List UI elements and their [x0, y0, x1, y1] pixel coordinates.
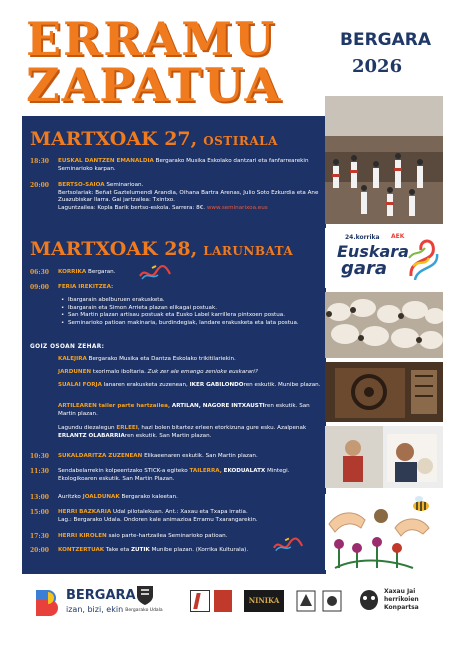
event-time: 11:30 — [30, 468, 49, 475]
event-title: SUKALDARITZA ZUZENEAN — [58, 453, 143, 459]
event-title: KONTZERTUAK — [58, 547, 105, 553]
list-item: • Seminarioko patioan makinaria, burdindegiak, landare erakusketa eta lata postua. — [60, 320, 328, 328]
korrika-number: 24.korrika — [345, 234, 380, 241]
event-time: 18:30 — [30, 158, 49, 165]
program-panel — [22, 116, 326, 574]
bees-illustration — [325, 494, 443, 570]
website-link[interactable]: www.seminarixoa.eus — [206, 204, 268, 211]
event-title: SUALAI FORJA — [58, 382, 102, 388]
event-text: Lagundu diezalegun — [58, 425, 115, 431]
list-item: • Ibargarain eta Simon Arrieta plazan elikagai postuak. — [60, 305, 328, 313]
event-text: Bergarako kaleetan. — [121, 494, 178, 500]
kutxa-logo — [190, 590, 210, 612]
sheep-photo — [325, 292, 443, 358]
day2-date: MARTXOAK 28, — [30, 238, 198, 260]
event-time: 17:30 — [30, 533, 49, 540]
event-text: ren eskutik. San Martin plazan. — [58, 403, 310, 417]
event-time: 06:30 — [30, 269, 49, 276]
event-text: Udal pilotalekuan. Ant.: Xaxau eta Txapa irratia. — [112, 509, 248, 515]
event-time: 20:00 — [30, 547, 49, 554]
partner-emblem-icon — [296, 590, 316, 612]
title-line-2: ZAPATUA — [26, 58, 283, 112]
event-title: KORRIKA — [58, 269, 87, 275]
list-item: • Ibargarain abelburuen erakusketa. — [60, 297, 328, 305]
event-text: Bertsolariak: Beñat Gaztelumendi Arandia, Oihana Bartra Arenas, Julio Soto Ezkurdia eta Ane Zuazubiskar Ilarra. — [58, 189, 319, 204]
event-title: HERRI BAZKARIA — [58, 509, 112, 515]
event-text: Take eta — [105, 547, 130, 553]
event-text: lanaren erakusketa zuzenean, — [103, 382, 188, 388]
event-title: ARTILEAREN — [58, 403, 97, 409]
partner-emblem-icon — [322, 590, 342, 612]
event-time: 20:00 — [30, 182, 49, 189]
xaxau-label: Xaxau Jai herrikoien Konpartsa — [384, 588, 419, 611]
sponsors-footer — [0, 576, 460, 650]
ninika-logo: NINIKA — [244, 590, 284, 612]
day2-header — [30, 238, 293, 260]
korrika-word2: gara — [341, 258, 388, 279]
event-text: Munibe plazan. (Korrika Kulturala). — [151, 547, 249, 553]
day2-weekday: LARUNBATA — [203, 244, 294, 258]
event-text: Elikaeenaren eskutik. San Martin plazan. — [144, 453, 258, 459]
event-text: IKER GABILONDO — [189, 382, 244, 388]
event-title: ERLEEI — [116, 425, 138, 431]
feria-list — [60, 297, 328, 327]
korrika-note: AEK — [391, 233, 405, 240]
event-text: ERLANTZ OLABARRIA — [58, 432, 125, 439]
event-text: saio parte-hartzailea Seminarioko patioan. — [108, 533, 228, 539]
event-text: Mintegi. Ekologikoaren eskutik. San Martin Plazan. — [58, 468, 290, 482]
day1-date: MARTXOAK 27, — [30, 128, 198, 150]
event-time: 09:00 — [30, 284, 49, 291]
korrika-logo — [325, 228, 443, 288]
event-title: TAILERRA, — [189, 468, 222, 474]
event-title: JOALDUNAK — [82, 494, 120, 500]
wool-workshop-photo — [325, 426, 443, 488]
event-text: Sarrera: 8€. — [171, 204, 206, 211]
event-title: HERRI KIROLEN — [58, 533, 107, 539]
event-text: Gai jartzailea: Txintxo. — [112, 197, 175, 204]
event-text: ren eskutik. Munibe plazan. — [243, 382, 321, 388]
event-text: Sendabelarrekin kolpeentzako STICK-a egiteko — [58, 468, 188, 474]
event-text: Seminarioan. — [106, 182, 144, 188]
korrika-squiggle-icon — [138, 264, 172, 282]
xaxau-mask-icon — [358, 588, 380, 612]
forge-photo — [325, 362, 443, 422]
event-text: ZUTIK — [130, 547, 150, 553]
bergara-name: BERGARA — [66, 588, 136, 603]
day1-weekday: OSTIRALA — [203, 134, 278, 148]
subheading: GOIZ OSOAN ZEHAR: — [30, 344, 105, 350]
event-text: , hazi bolen bitartez erleen etorkizuna gure esku. Azalpenak — [137, 425, 307, 431]
event-text: ARTILAN, NAGORE INTXAUSTI — [171, 403, 265, 409]
event-text: tailer parte hartzailea, — [98, 403, 171, 409]
event-title: KALEJIRA — [58, 356, 87, 362]
event-text: Bergarako Musika Eskolako dantzari eta fanfarrearekin Seminarioko karpan. — [58, 158, 309, 172]
event-text: Zuk zer ale emango zenioke euskarari? — [147, 369, 258, 375]
partner-red-logo — [214, 590, 232, 612]
list-item: • San Martin plazan artisau postuak eta Eusko Label karrillera pintxoen postua. — [60, 312, 328, 320]
udala-label: Bergarako Udala — [125, 608, 163, 613]
event-title: EUSKAL DANTZEN EMANALDIA — [58, 158, 154, 164]
event-text: Laguntzailea: Kopla Barik bertso-eskola. — [58, 204, 171, 211]
event-title: BERTSO-SAIOA — [58, 182, 105, 188]
title-line-1: ERRAMU — [26, 12, 277, 66]
town-name: BERGARA — [340, 30, 432, 50]
udala-shield-icon — [134, 584, 156, 606]
bergara-logo-icon — [34, 586, 62, 616]
year: 2026 — [352, 56, 403, 77]
event-time: 15:00 — [30, 509, 49, 516]
korrika-word1: Euskara — [337, 242, 409, 261]
bergara-tagline: izan, bizi, ekin — [66, 605, 124, 614]
event-text: Bergarako Musika eta Dantza Eskolako trikitilariekin. — [88, 356, 236, 362]
event-text: EKODUALATX — [223, 468, 266, 474]
korrika-swirl-icon — [407, 236, 441, 282]
event-time: 13:00 — [30, 494, 49, 501]
event-title: FERIA IREKITZEA: — [58, 284, 114, 290]
day1-header — [30, 128, 278, 150]
event-text: txorimalo iboltaria. — [92, 369, 146, 375]
korrika-squiggle-icon — [272, 536, 304, 554]
event-title: JARDUNEN — [58, 369, 92, 375]
event-text: Lag.: Bergarako Udala. Ondoren kale animazioa Erramu Txarangarekin. — [58, 516, 258, 523]
event-text: Bergaran. — [87, 269, 116, 275]
dancers-photo — [325, 96, 443, 224]
event-text: Auritzko — [58, 494, 81, 500]
event-time: 10:30 — [30, 453, 49, 460]
event-text: ren eskutik. San Martin plazan. — [124, 432, 212, 439]
